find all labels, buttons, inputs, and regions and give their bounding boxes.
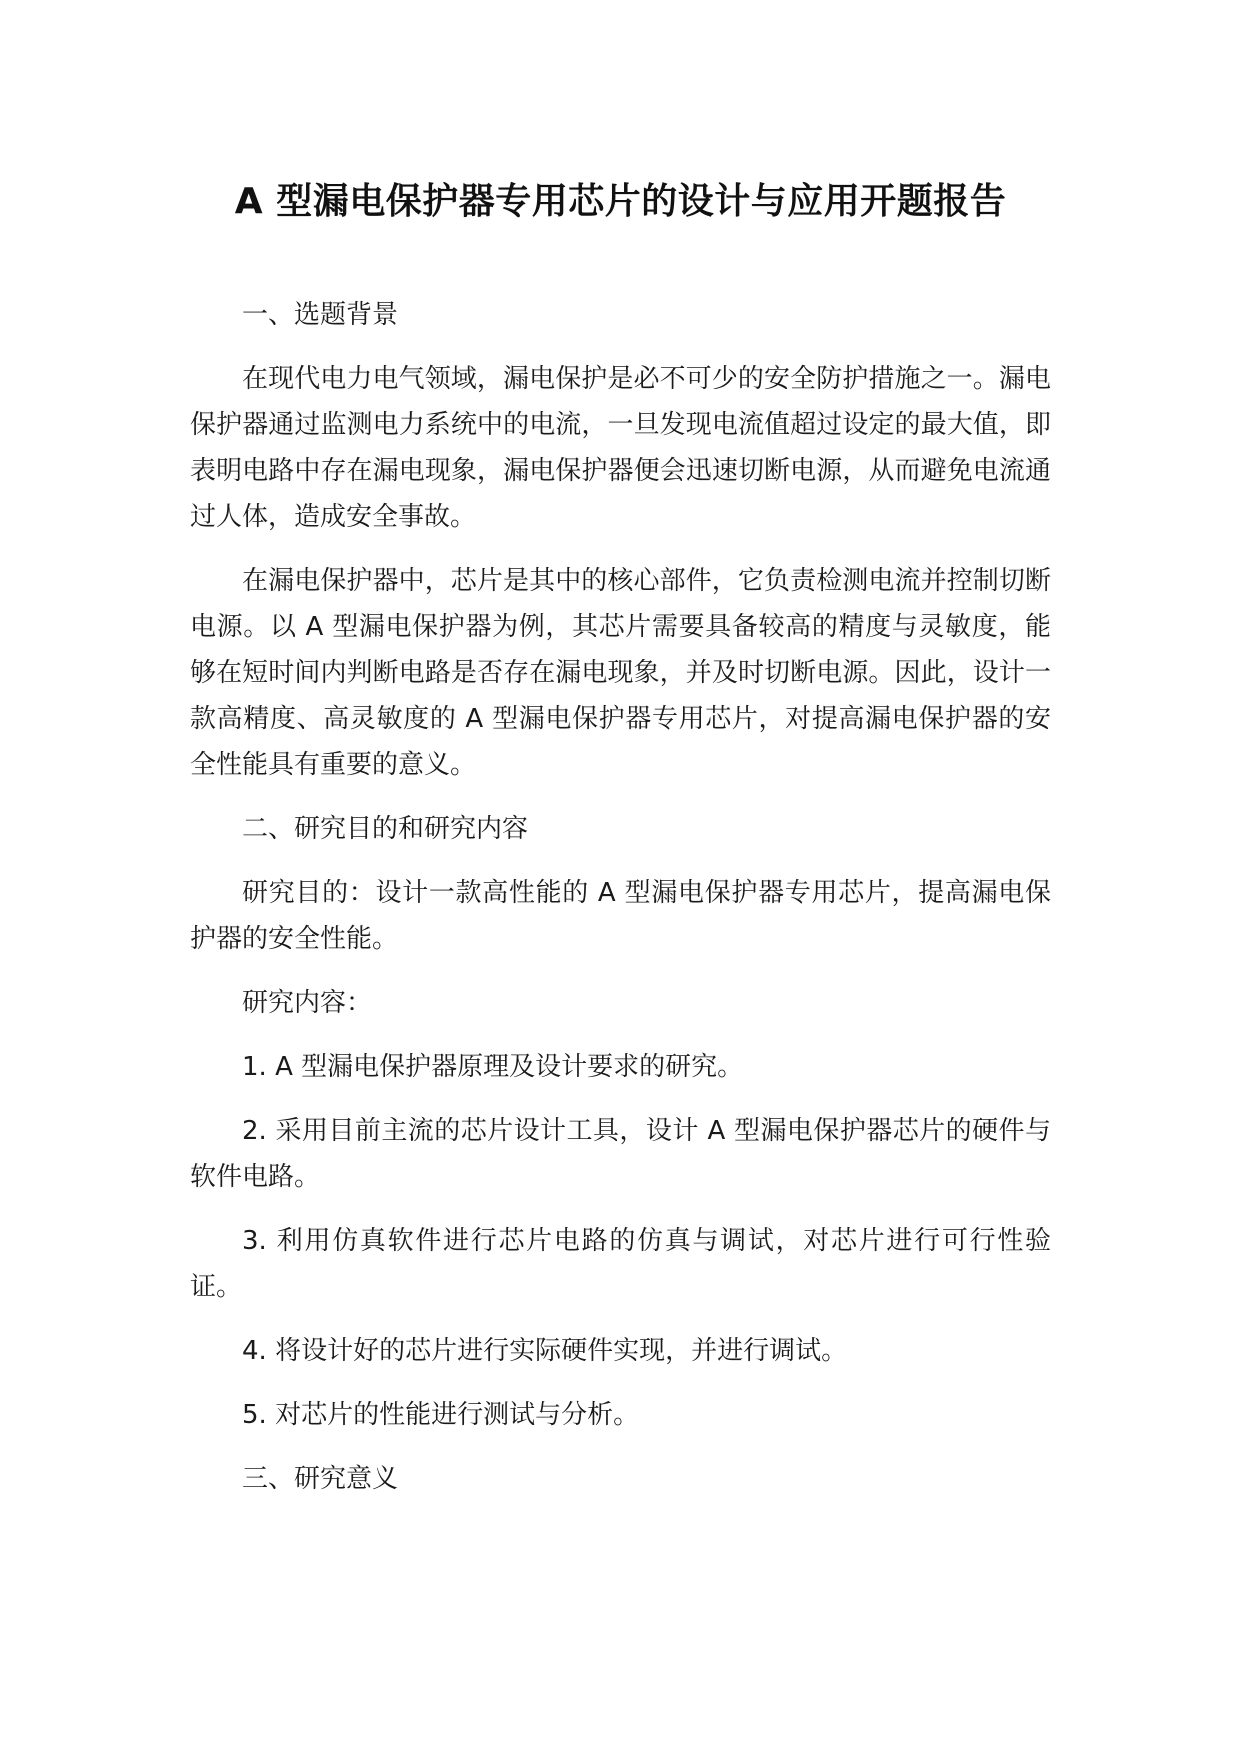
document-body bbox=[190, 292, 1051, 1520]
research-content-item-2: 2. 采用目前主流的芯片设计工具，设计 A 型漏电保护器芯片的硬件与软件电路。 bbox=[190, 1116, 1051, 1192]
section-heading-background: 一、选题背景 bbox=[242, 300, 399, 330]
research-content-item-3: 3. 利用仿真软件进行芯片电路的仿真与调试，对芯片进行可行性验证。 bbox=[190, 1226, 1051, 1302]
document-title: A 型漏电保护器专用芯片的设计与应用开题报告 bbox=[234, 181, 1007, 222]
background-paragraph-1: 在现代电力电气领域，漏电保护是必不可少的安全防护措施之一。漏电保护器通过监测电力系统中的电流，一旦发现电流值超过设定的最大值，即表明电路中存在漏电现象，漏电保护器便会迅速切断电源，从而避免电流通过人体，造成安全事故。 bbox=[190, 364, 1051, 532]
research-content-label: 研究内容： bbox=[242, 988, 373, 1018]
section-heading-purpose-content: 二、研究目的和研究内容 bbox=[242, 814, 529, 844]
research-content-item-1: 1. A 型漏电保护器原理及设计要求的研究。 bbox=[242, 1052, 744, 1082]
research-purpose-paragraph: 研究目的：设计一款高性能的 A 型漏电保护器专用芯片，提高漏电保护器的安全性能。 bbox=[190, 878, 1051, 954]
section-heading-significance: 三、研究意义 bbox=[242, 1464, 399, 1494]
research-content-item-4: 4. 将设计好的芯片进行实际硬件实现，并进行调试。 bbox=[242, 1336, 848, 1366]
background-paragraph-2: 在漏电保护器中，芯片是其中的核心部件，它负责检测电流并控制切断电源。以 A 型漏电保护器为例，其芯片需要具备较高的精度与灵敏度，能够在短时间内判断电路是否存在漏电现象，并及时切断电源。因此，设计一款高精度、高灵敏度的 A 型漏电保护器专用芯片，对提高漏电保护器的安全性能具有重要的意义。 bbox=[190, 566, 1051, 780]
research-content-item-5: 5. 对芯片的性能进行测试与分析。 bbox=[242, 1400, 640, 1430]
